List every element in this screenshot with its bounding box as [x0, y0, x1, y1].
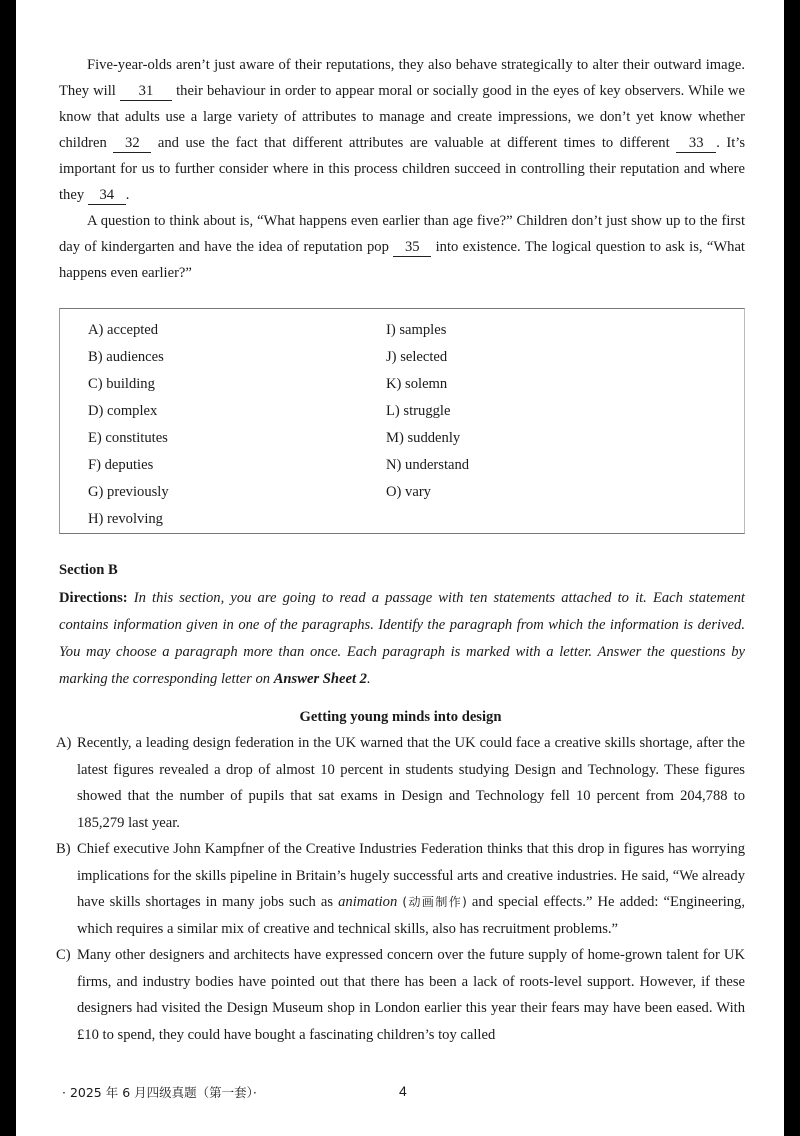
section-b-directions: Directions: In this section, you are going to read a passage with ten statements attached to it. Each statement contains information given in one of the paragraphs. Identify the paragraph from which the information is derived. You may choose a paragraph more than once. Each paragraph is marked with a letter. Answer the questions by marking the corresponding letter on Answer Sheet 2. [59, 590, 745, 687]
word-option: O) vary [386, 484, 431, 500]
exam-page [16, 0, 784, 1136]
section-b-title: Section B [59, 562, 118, 578]
word-option: I) samples [386, 322, 447, 338]
word-option: K) solemn [386, 376, 448, 392]
word-option: C) building [88, 376, 155, 392]
paragraph-label: C) [56, 947, 71, 963]
passage-paragraph-1: Five-year-olds aren’t just aware of their reputations, they also behave strategically to alter their outward image. They will 31 their behaviour in order to appear moral or socially good in the eyes of key observers. While we know that adults use a large variety of attributes to manage and create impressions, we don’t yet know whether children 32 and use the fact that different attributes are valuable at different times to different 33 . It’s important for us to further consider where in this process children succeed in controlling their reputation and where they 34 . [59, 57, 746, 203]
blank-32: 32 [113, 134, 151, 153]
article-paragraph-b: B) Chief executive John Kampfner of the Creative Industries Federation thinks that this drop in figures has worrying implications for the skills pipeline in Britain’s hugely successful arts and creative industries. He said, “We already have skills shortages in many jobs such as animation (动画制作) and special effects.” He added: “Engineering, which requires a similar mix of creative and technical skills, also has recruitment problems.” [56, 836, 745, 942]
section-b [59, 559, 745, 693]
article-paragraph-c: C) Many other designers and architects have expressed concern over the future supply of home-grown talent for UK firms, and industry bodies have pointed out that there has been a lack of roots-level support. However, if these designers had visited the Design Museum shop in London earlier this year their fears may have been eased. With £10 to spend, they could have bought a fascinating children’s toy called [56, 942, 745, 1048]
directions-label: Directions: [59, 590, 128, 606]
word-bank-box [59, 308, 745, 534]
passage-paragraph-2: A question to think about is, “What happens even earlier than age five?” Children don’t just show up to the first day of kindergarten and have the idea of reputation pop 35 into existence. The logical question to ask is, “What happens even earlier?” [59, 213, 745, 281]
chinese-gloss: (动画制作) [402, 895, 467, 909]
footer-exam-label: · 2025 年 6 月四级真题（第一套）· [62, 1085, 257, 1100]
article-paragraph-a: A) Recently, a leading design federation in the UK warned that the UK could face a creative skills shortage, after the latest figures revealed a drop of almost 10 percent in students studying Design and Technology. These figures showed that the number of pupils that sat exams in Design and Technology fell 10 percent from 204,788 to 185,279 last year. [56, 730, 745, 836]
word-option: N) understand [386, 457, 470, 473]
blank-31: 31 [120, 82, 172, 101]
blank-33: 33 [676, 134, 716, 153]
word-bank-right-column [386, 317, 469, 506]
answer-sheet-reference: Answer Sheet 2 [273, 671, 367, 687]
article [56, 706, 745, 1048]
section-a-passage [59, 52, 745, 286]
word-option: G) previously [88, 484, 169, 500]
word-option: B) audiences [88, 349, 164, 365]
word-option: L) struggle [386, 403, 451, 419]
word-option: F) deputies [88, 457, 154, 473]
paragraph-label: A) [56, 735, 72, 751]
paragraph-label: B) [56, 841, 71, 857]
word-option: J) selected [386, 349, 448, 365]
word-bank-left-column [88, 317, 169, 533]
article-title: Getting young minds into design [299, 709, 502, 725]
word-option: M) suddenly [386, 430, 461, 446]
word-option: D) complex [88, 403, 158, 419]
word-option: E) constitutes [88, 430, 168, 446]
blank-34: 34 [88, 186, 126, 205]
blank-35: 35 [393, 238, 431, 257]
page-number: 4 [399, 1083, 407, 1099]
word-option: A) accepted [88, 322, 159, 338]
word-option: H) revolving [88, 511, 163, 527]
